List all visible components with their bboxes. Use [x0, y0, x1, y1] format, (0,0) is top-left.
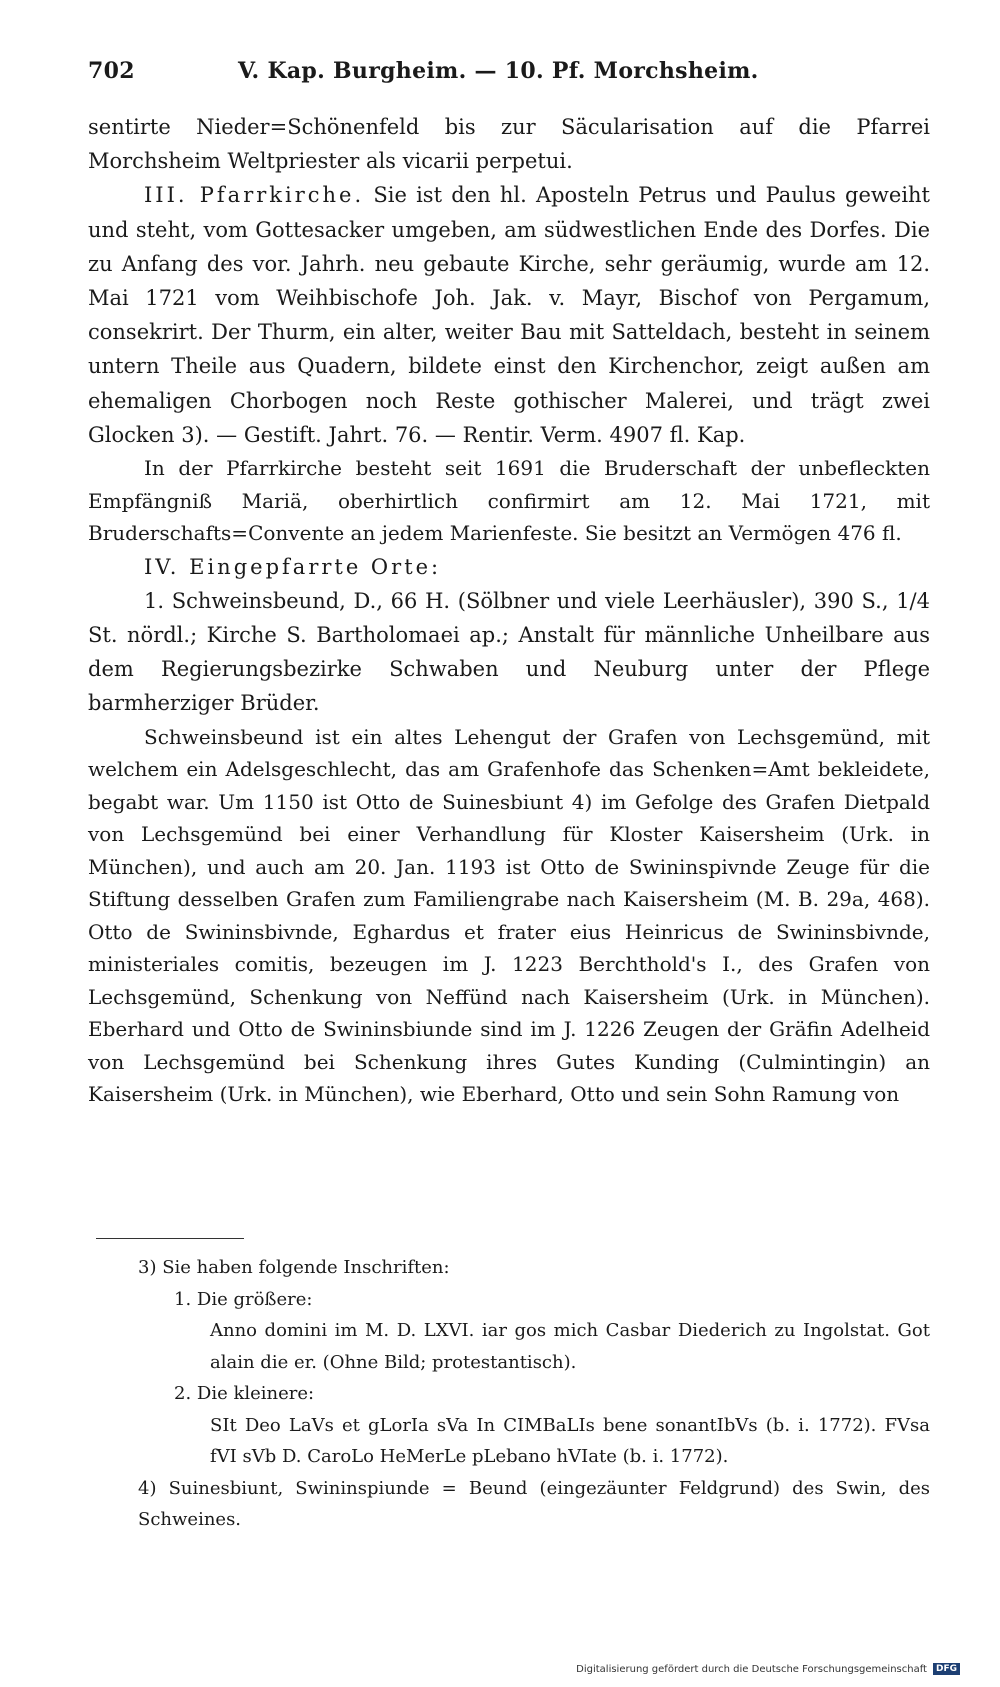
main-text	[88, 110, 930, 1111]
footnote-3-inscription-2: SIt Deo LaVs et gLorIa sVa In CIMBaLIs bene sonantIbVs (b. i. 1772). FVsa fVI sVb D. CaroLo HeMerLe pLebano hVIate (b. i. 1772).	[210, 1414, 930, 1467]
paragraph-pfarrkirche	[88, 178, 930, 452]
footnote-3-item-1: 1. Die größere:	[174, 1288, 313, 1310]
paragraph-bruderschaft: In der Pfarrkirche besteht seit 1691 die Bruderschaft der unbefleckten Empfängniß Mariä, oberhirtlich confirmirt am 12. Mai 1721, mit Bruderschafts=Convente an jedem Marienfeste. Sie besitzt an Vermögen 476 fl.	[88, 456, 930, 546]
credit-text: Digitalisierung gefördert durch die Deutsche Forschungsgemeinschaft	[576, 1663, 927, 1675]
footnote-4: 4) Suinesbiunt, Swininspiunde = Beund (eingezäunter Feldgrund) des Swin, des Schweines.	[138, 1477, 930, 1530]
paragraph-pfarrkirche-text: Sie ist den hl. Aposteln Petrus und Paulus geweiht und steht, vom Gottesacker umgeben, am südwestlichen Ende des Dorfes. Die zu Anfang des vor. Jahrh. neu gebaute Kirche, sehr geräumig, wurde am 12. Mai 1721 vom Weihbischofe Joh. Jak. v. Mayr, Bischof von Pergamum, consekrirt. Der Thurm, ein alter, weiter Bau mit Satteldach, besteht in seinem untern Theile aus Quadern, bildete einst den Kirchenchor, zeigt außen am ehemaligen Chorbogen noch Reste gothischer Malerei, und trägt zwei Glocken 3). — Gestift. Jahrt. 76. — Rentir. Verm. 4907 fl. Kap.	[88, 183, 930, 447]
paragraph-schweinsbeund: 1. Schweinsbeund, D., 66 H. (Sölbner und viele Leerhäusler), 390 S., 1/4 St. nördl.; Kirche S. Bartholomaei ap.; Anstalt für männliche Unheilbare aus dem Regierungsbezirke Schwaben und Neuburg unter der Pflege barmherziger Brüder.	[88, 588, 930, 716]
footnote-3-inscription-1: Anno domini im M. D. LXVI. iar gos mich Casbar Diederich zu Ingolstat. Got alain die er. (Ohne Bild; protestantisch).	[210, 1320, 930, 1373]
footnote-3-item-2: 2. Die kleinere:	[174, 1383, 315, 1404]
dfg-logo: DFG	[933, 1663, 960, 1675]
footnotes	[138, 1252, 930, 1536]
digitization-credit	[576, 1663, 960, 1675]
section-heading-iv: IV. Eingepfarrte Orte:	[144, 554, 442, 579]
paragraph-history: Schweinsbeund ist ein altes Lehengut der Grafen von Lechsgemünd, mit welchem ein Adelsgeschlecht, das am Grafenhofe das Schenken=Amt bekleidete, begabt war. Um 1150 ist Otto de Suinesbiunt 4) im Gefolge des Grafen Dietpald von Lechsgemünd bei einer Verhandlung für Kloster Kaisersheim (Urk. in München), und auch am 20. Jan. 1193 ist Otto de Swininspivnde Zeuge für die Stiftung desselben Grafen zum Familiengrabe nach Kaisersheim (M. B. 29a, 468). Otto de Swininsbivnde, Eghardus et frater eius Heinricus de Swininsbivnde, ministeriales comitis, bezeugen im J. 1223 Berchthold's I., des Grafen von Lechsgemünd, Schenkung von Neffünd nach Kaisersheim (Urk. in München). Eberhard und Otto de Swininsbiunde sind im J. 1226 Zeugen der Gräfin Adelheid von Lechsgemünd bei Schenkung ihres Gutes Kunding (Culmintingin) an Kaisersheim (Urk. in München), wie Eberhard, Otto und sein Sohn Ramung von	[88, 724, 930, 1107]
footnote-divider	[96, 1238, 244, 1239]
section-heading-iii: III. Pfarrkirche.	[144, 183, 365, 208]
paragraph-continuation: sentirte Nieder=Schönenfeld bis zur Säcularisation auf die Pfarrei Morchsheim Weltpriester als vicarii perpetui.	[88, 115, 930, 174]
running-head: V. Kap. Burgheim. — 10. Pf. Morchsheim.	[238, 58, 759, 84]
footnote-3-intro: 3) Sie haben folgende Inschriften:	[138, 1257, 450, 1278]
page-number: 702	[88, 58, 135, 84]
